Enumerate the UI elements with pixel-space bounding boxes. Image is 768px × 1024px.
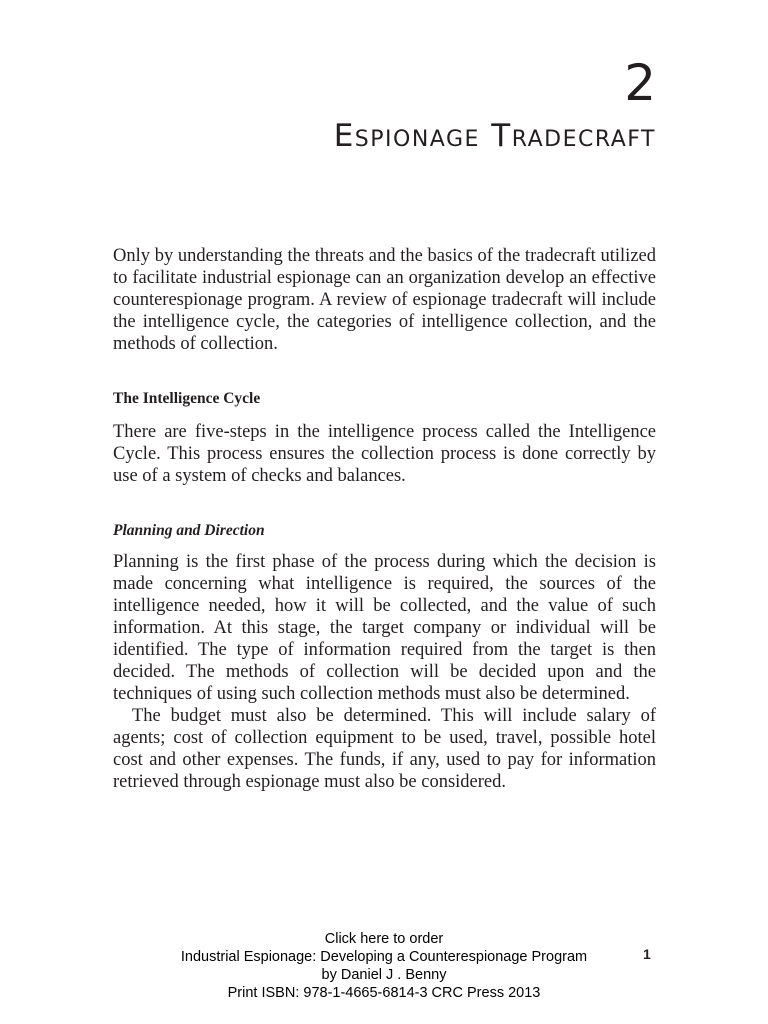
intro-paragraph: Only by understanding the threats and the basics of the tradecraft utilized to facilitate industrial espionage can an organization develop an effective counterespionage program. A review of espionage tradecraft will include the intelligence cycle, the categories of intelligence collection, and the methods of collection. <box>113 246 656 354</box>
budget-paragraph: The budget must also be determined. This will include salary of agents; cost of collection equipment to be used, travel, possible hotel cost and other expenses. The funds, if any, used to pay for information retrieved through espionage must also be considered. <box>113 706 656 792</box>
subsection-heading: Planning and Direction <box>113 522 265 539</box>
book-isbn: Print ISBN: 978-1-4665-6814-3 CRC Press 2013 <box>227 985 541 1001</box>
page-number: 1 <box>643 946 651 962</box>
order-link[interactable]: Click here to order <box>324 931 444 947</box>
book-author: by Daniel J . Benny <box>321 967 447 983</box>
chapter-body <box>113 245 656 793</box>
book-order-footer <box>0 930 768 1002</box>
planning-paragraph: Planning is the first phase of the process during which the decision is made concerning what intelligence is required, the sources of the intelligence needed, how it will be collected, and the value of such information. At this stage, the target company or individual will be identified. The type of information required from the target is then decided. The methods of collection will be decided upon and the techniques of using such collection methods must also be determined. <box>113 552 656 704</box>
chapter-title: Espionage Tradecraft <box>333 118 656 154</box>
chapter-number: 2 <box>624 54 656 112</box>
book-title: Industrial Espionage: Developing a Counterespionage Program <box>180 949 588 965</box>
section-heading: The Intelligence Cycle <box>113 390 261 407</box>
intelligence-cycle-paragraph: There are five-steps in the intelligence process called the Intelligence Cycle. This process ensures the collection process is done correctly by use of a system of checks and balances. <box>113 422 656 486</box>
